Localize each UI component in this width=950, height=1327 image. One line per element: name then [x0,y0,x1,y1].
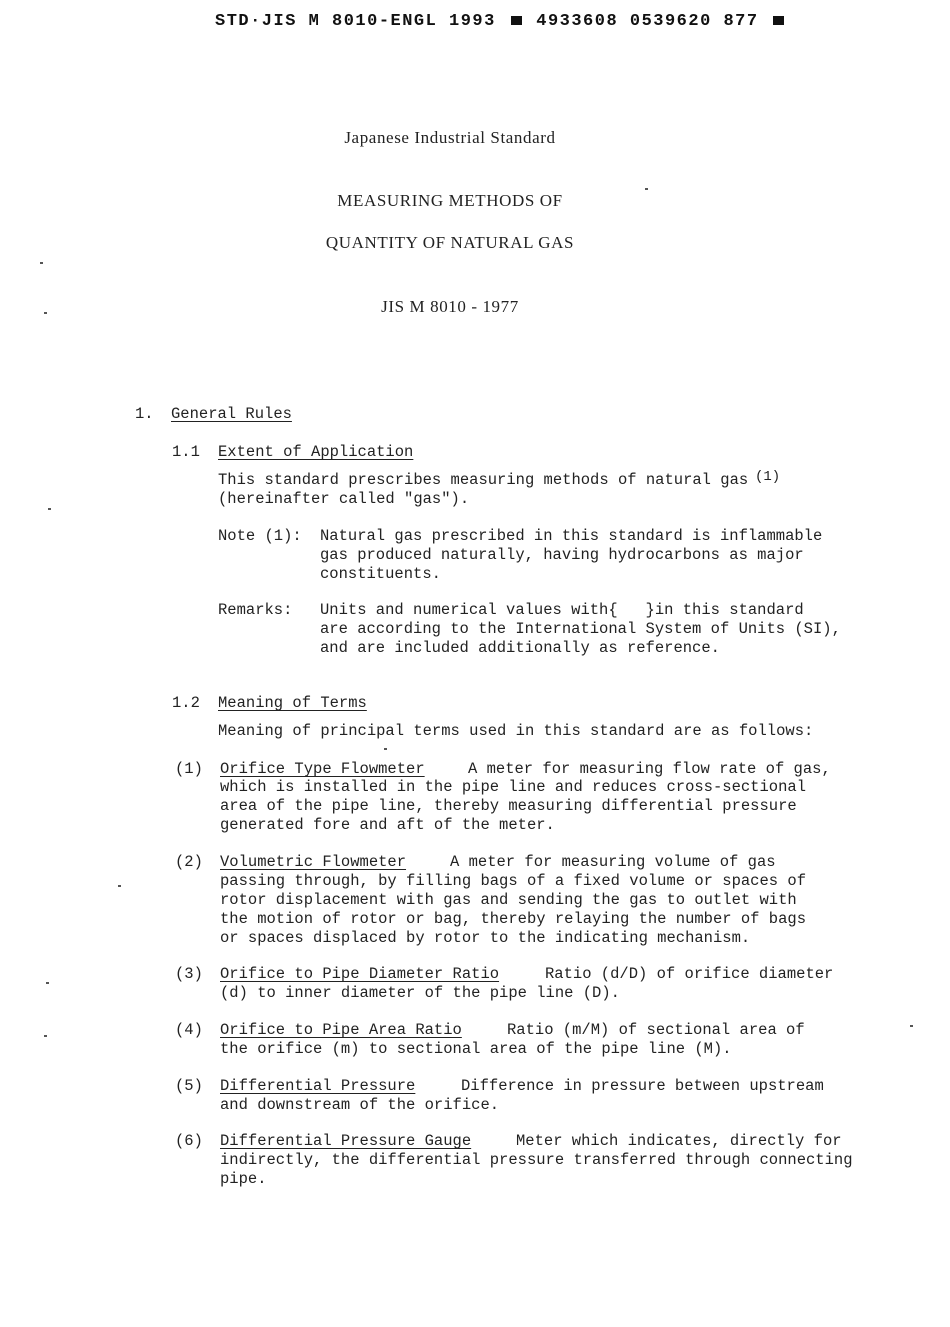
note-label: Note (1): [218,527,302,545]
remarks-text: Units and numerical values with{ }in this standard are according to the International System of Units (SI), and are included additionally as reference. [320,601,841,657]
section-number: 1. [135,405,154,423]
scope-paragraph: This standard prescribes measuring methods of natural gas (hereinafter called "gas"). [218,471,749,508]
scan-speck [645,188,648,190]
term-number: (4) [175,1021,203,1039]
subsection-number: 1.1 [172,443,200,461]
term-name: Differential Pressure Gauge [220,1132,472,1150]
scan-speck [40,262,43,264]
term-name: Volumetric Flowmeter [220,853,407,871]
term-name: Orifice to Pipe Diameter Ratio [220,965,500,983]
term-definition-rest: passing through, by filling bags of a fixed volume or spaces of rotor displacement with gas and sending the gas to outlet with the motion of rotor or bag, thereby relaying the number of bags or spaces displaced by rotor to the indicating mechanism. [220,872,806,947]
organization-title: Japanese Industrial Standard [344,128,556,147]
section-heading: General Rules [171,405,292,423]
terms-intro: Meaning of principal terms used in this standard are as follows: [218,722,814,740]
footnote-ref: (1) [755,469,781,485]
header-barcode-number: 4933608 0539620 877 [536,12,759,31]
scan-speck [44,1035,47,1037]
term-definition-rest: indirectly, the differential pressure transferred through connecting pipe. [220,1151,853,1188]
remarks-label: Remarks: [218,601,293,619]
term-definition-first: Ratio (d/D) of orifice diameter [545,965,834,983]
term-name: Differential Pressure [220,1077,416,1095]
term-definition-rest: (d) to inner diameter of the pipe line (D). [220,984,620,1002]
scan-speck [910,1025,913,1027]
scan-speck [44,312,47,314]
term-name: Orifice to Pipe Area Ratio [220,1021,462,1039]
note-text: Natural gas prescribed in this standard is inflammable gas produced naturally, having hydrocarbons as major constituents. [320,527,823,583]
term-number: (3) [175,965,203,983]
term-number: (6) [175,1132,203,1150]
scan-speck [48,508,51,510]
term-number: (5) [175,1077,203,1095]
term-definition-rest: which is installed in the pipe line and reduces cross-sectional area of the pipe line, thereby measuring differential pressure generated fore and aft of the meter. [220,778,806,834]
header-standard-id: STD·JIS M 8010-ENGL 1993 [215,12,496,31]
header-block-mark [511,16,522,25]
term-definition-rest: and downstream of the orifice. [220,1096,500,1114]
document-header [215,12,787,31]
term-definition-first: Ratio (m/M) of sectional area of [507,1021,805,1039]
header-block-mark [773,16,784,25]
term-definition-first: Meter which indicates, directly for [516,1132,842,1150]
term-number: (1) [175,760,203,778]
term-definition-first: A meter for measuring volume of gas [450,853,776,871]
scan-speck [384,748,387,750]
term-definition-first: Difference in pressure between upstream [461,1077,824,1095]
standard-code: JIS M 8010 - 1977 [381,297,519,316]
subsection-heading: Meaning of Terms [218,694,367,712]
document-title-line2: QUANTITY OF NATURAL GAS [325,233,575,252]
term-number: (2) [175,853,203,871]
subsection-heading: Extent of Application [218,443,414,461]
term-definition-first: A meter for measuring flow rate of gas, [468,760,831,778]
document-title-line1: MEASURING METHODS OF [337,191,563,210]
term-name: Orifice Type Flowmeter [220,760,425,778]
term-definition-rest: the orifice (m) to sectional area of the pipe line (M). [220,1040,732,1058]
scan-speck [46,982,49,984]
subsection-number: 1.2 [172,694,200,712]
scan-speck [118,885,121,887]
